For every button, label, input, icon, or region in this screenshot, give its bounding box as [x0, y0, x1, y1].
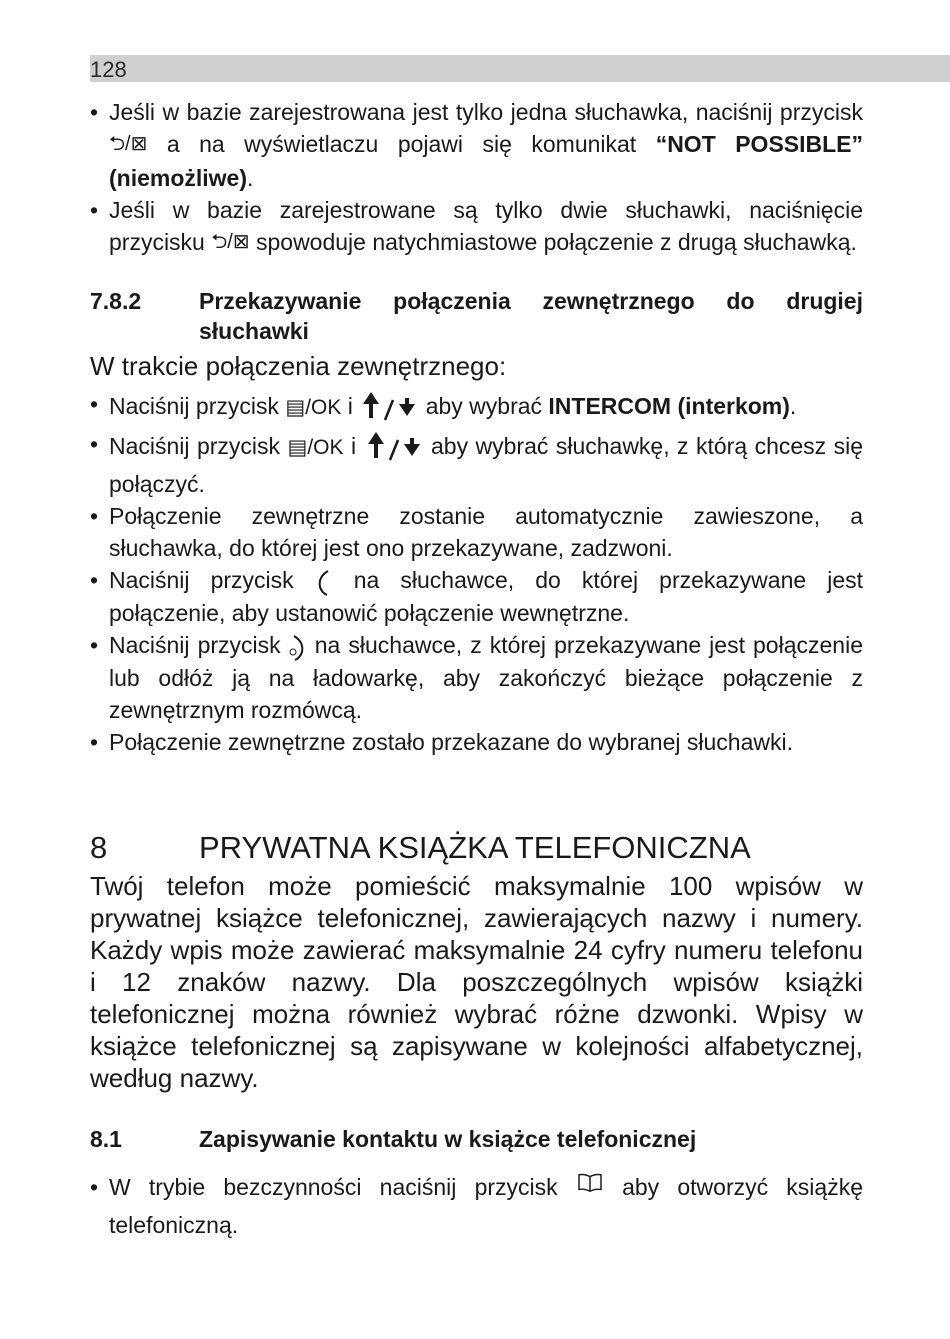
section-8-1-bullets	[90, 1168, 863, 1244]
up-down-arrows-icon	[364, 428, 424, 468]
list-item: • Naciśnij przycisk na słuchawce, z której przekazywane jest połączenie lub odłóż ją na ładowarkę, aby zakończyć bieżące połączenie z zewnętrznym rozmówcą.	[90, 629, 863, 726]
page-number: 128	[90, 57, 127, 82]
list-item: • Jeśli w bazie zarejestrowane są tylko dwie słuchawki, naciśnięcie przycisku ⮌/⊠ spowoduje natychmiastowe połączenie z drugą słuchawką.	[90, 194, 863, 260]
list-item: • Naciśnij przycisk na słuchawce, do której przekazywane jest połączenie, aby ustanowić połączenie wewnętrzne.	[90, 564, 863, 629]
section-subheading: W trakcie połączenia zewnętrznego:	[90, 351, 507, 381]
list-item: • Połączenie zewnętrzne zostało przekazane do wybranej słuchawki.	[90, 726, 863, 758]
end-call-icon	[289, 632, 307, 662]
section-8-heading: 8 PRYWATNA KSIĄŻKA TELEFONICZNA	[90, 829, 751, 865]
up-down-arrows-icon	[359, 388, 419, 428]
section-7-8-2-bullets	[90, 388, 863, 758]
top-bullet-list	[90, 96, 863, 260]
section-8-body: Twój telefon może pomieścić maksymalnie 100 wpisów w prywatnej książce telefonicznej, zawierających nazwy i numery. Każdy wpis może zawierać maksymalnie 24 cyfry numeru telefonu i 12 znaków nazwy. Dla poszczególnych wpisów książki telefonicznej można również wybrać różne dzwonki. Wpisy w książce telefonicznej są zapisywane w kolejności alfabetycznej, według nazwy.	[90, 870, 863, 1093]
section-7-8-2-heading: 7.8.2 Przekazywanie połączenia zewnętrznego do drugiej słuchawki	[90, 288, 863, 344]
list-item: • Jeśli w bazie zarejestrowana jest tylko jedna słuchawka, naciśnij przycisk ⮌/⊠ a na wyświetlaczu pojawi się komunikat “NOT POSSIBLE” (niemożliwe).	[90, 96, 863, 194]
page-content	[90, 96, 863, 1244]
section-8-1-heading: 8.1 Zapisywanie kontaktu w książce telefonicznej	[90, 1125, 697, 1152]
back-mute-icon: ⮌/⊠	[211, 231, 250, 253]
list-item: • Naciśnij przycisk ▤/OK i aby wybrać INTERCOM (interkom).	[90, 388, 863, 428]
page-header-bar	[90, 55, 950, 82]
menu-ok-icon: ▤/OK	[287, 436, 344, 460]
list-item: • Połączenie zewnętrzne zostanie automatycznie zawieszone, a słuchawka, do której jest ono przekazywane, zadzwoni.	[90, 500, 863, 564]
menu-ok-icon: ▤/OK	[285, 396, 342, 420]
list-item: • W trybie bezczynności naciśnij przycisk aby otworzyć książkę telefoniczną.	[90, 1168, 863, 1244]
talk-icon	[315, 567, 333, 597]
back-mute-icon: ⮌/⊠	[109, 133, 148, 155]
list-item: • Naciśnij przycisk ▤/OK i aby wybrać słuchawkę, z którą chcesz się połączyć.	[90, 428, 863, 500]
phonebook-icon	[576, 1172, 604, 1194]
